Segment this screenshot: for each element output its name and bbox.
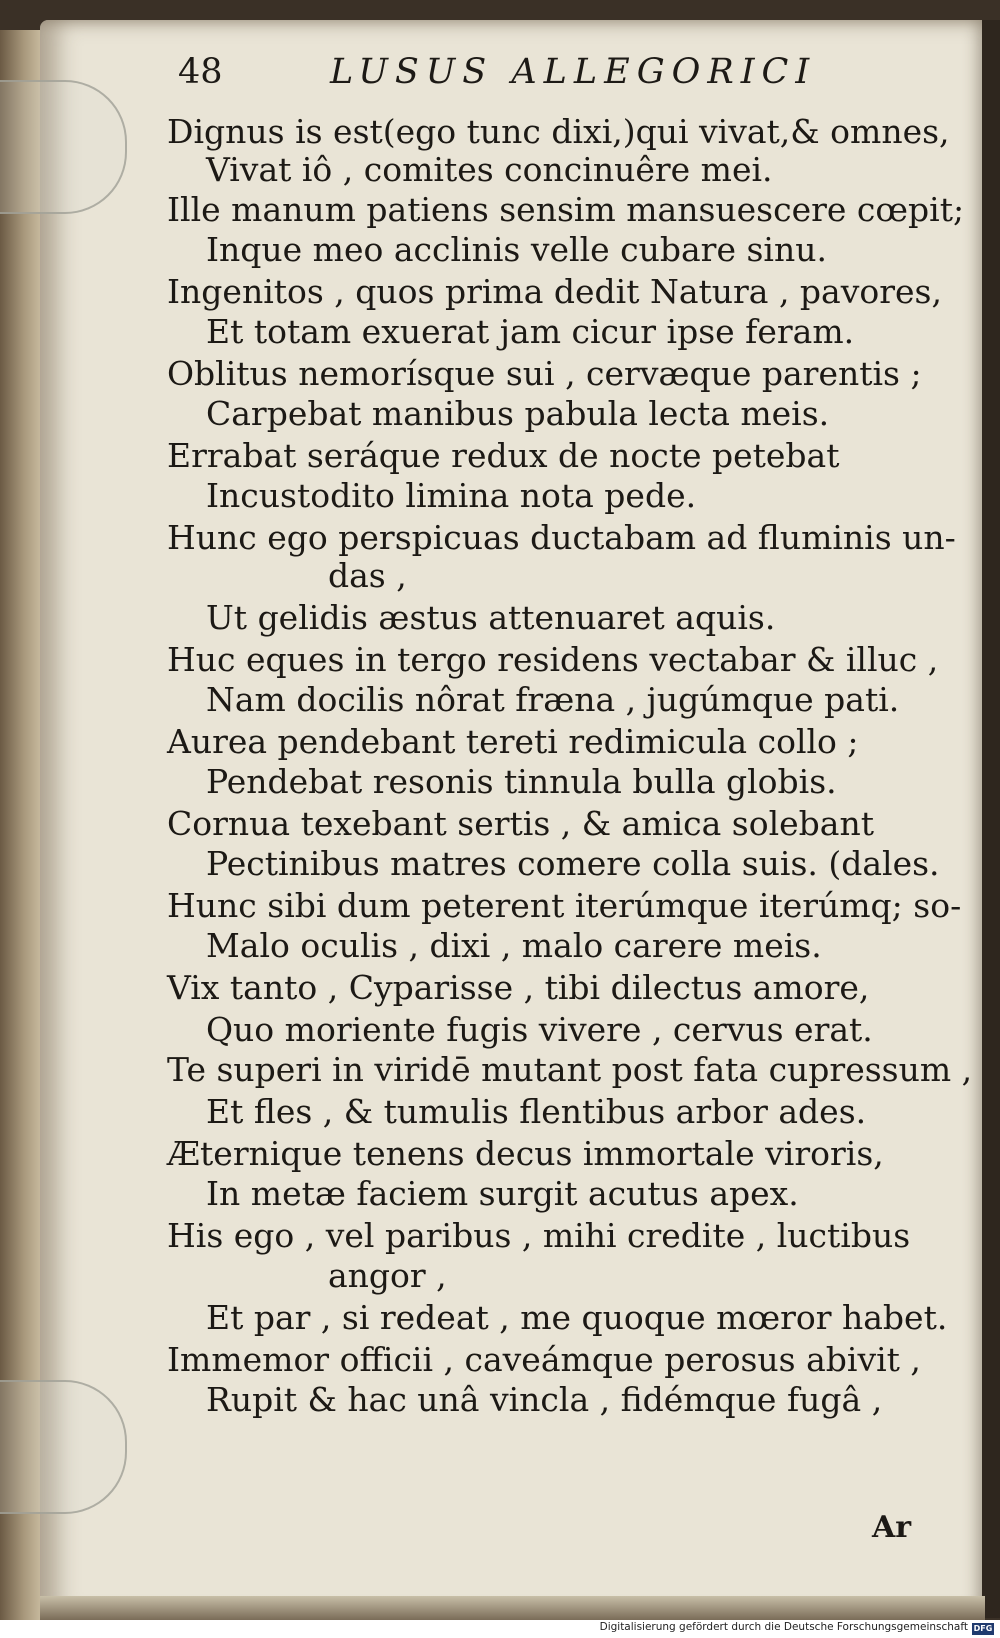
verse-line: Rupit & hac unâ vincla , fidémque fugâ , — [206, 1380, 883, 1419]
verse-line: Hunc ego perspicuas ductabam ad fluminis un- — [167, 518, 956, 557]
funding-credit: Digitalisierung gefördert durch die Deutsche Forschungsgemeinschaft — [599, 1621, 968, 1633]
verse-line: das , — [328, 556, 407, 595]
page-clip-top — [0, 80, 127, 214]
verse-line: Ille manum patiens sensim mansuescere cœpit; — [167, 190, 965, 229]
verse-line: His ego , vel paribus , mihi credite , luctibus — [167, 1216, 911, 1255]
verse-line: Et totam exuerat jam cicur ipse feram. — [206, 312, 855, 351]
page-clip-bottom — [0, 1380, 127, 1514]
footer — [0, 1620, 1000, 1638]
verse-line: Vix tanto , Cyparisse , tibi dilectus amore, — [167, 968, 870, 1007]
verse-line: Aurea pendebant tereti redimicula collo ; — [167, 722, 859, 761]
verse-line: Ut gelidis æstus attenuaret aquis. — [206, 598, 776, 637]
page-right-shadow — [982, 20, 1000, 1618]
running-title: LUSUS ALLEGORICI — [330, 52, 817, 92]
catchword: Ar — [872, 1510, 912, 1545]
verse-line: Ingenitos , quos prima dedit Natura , pavores, — [167, 272, 942, 311]
verse-line: Vivat iô , comites concinuêre mei. — [206, 150, 773, 189]
verse-line: Nam docilis nôrat fræna , jugúmque pati. — [206, 680, 900, 719]
dfg-logo: DFG — [973, 1624, 993, 1633]
verse-line: Quo moriente fugis vivere , cervus erat. — [206, 1010, 873, 1049]
verse-line: Immemor officii , caveámque perosus abivit , — [167, 1340, 921, 1379]
verse-line: Et fles , & tumulis flentibus arbor ades. — [206, 1092, 867, 1131]
verse-line: Æternique tenens decus immortale viroris, — [167, 1134, 884, 1173]
page-bottom-edge — [40, 1596, 985, 1620]
verse-line: Oblitus nemorísque sui , cervæque parentis ; — [167, 354, 922, 393]
verse-line: In metæ faciem surgit acutus apex. — [206, 1174, 799, 1213]
verse-line: Et par , si redeat , me quoque mœror habet. — [206, 1298, 948, 1337]
verse-line: Te superi in viridē mutant post fata cupressum , — [167, 1050, 973, 1089]
verse-line: Dignus is est(ego tunc dixi,)qui vivat,& omnes, — [167, 112, 950, 151]
verse-line: Pendebat resonis tinnula bulla globis. — [206, 762, 837, 801]
verse-line: Carpebat manibus pabula lecta meis. — [206, 394, 830, 433]
verse-line: Pectinibus matres comere colla suis. (dales. — [206, 844, 940, 883]
page-header — [178, 52, 818, 104]
verse-line: Inque meo acclinis velle cubare sinu. — [206, 230, 827, 269]
verse-line: angor , — [328, 1256, 447, 1295]
page-number: 48 — [178, 52, 223, 92]
verse-line: Hunc sibi dum peterent iterúmque iterúmq; so- — [167, 886, 962, 925]
verse-line: Malo oculis , dixi , malo carere meis. — [206, 926, 822, 965]
verse-line: Errabat seráque redux de nocte petebat — [167, 436, 840, 475]
verse-line: Incustodito limina nota pede. — [206, 476, 697, 515]
verse-line: Cornua texebant sertis , & amica solebant — [167, 804, 874, 843]
verse-line: Huc eques in tergo residens vectabar & illuc , — [167, 640, 939, 679]
